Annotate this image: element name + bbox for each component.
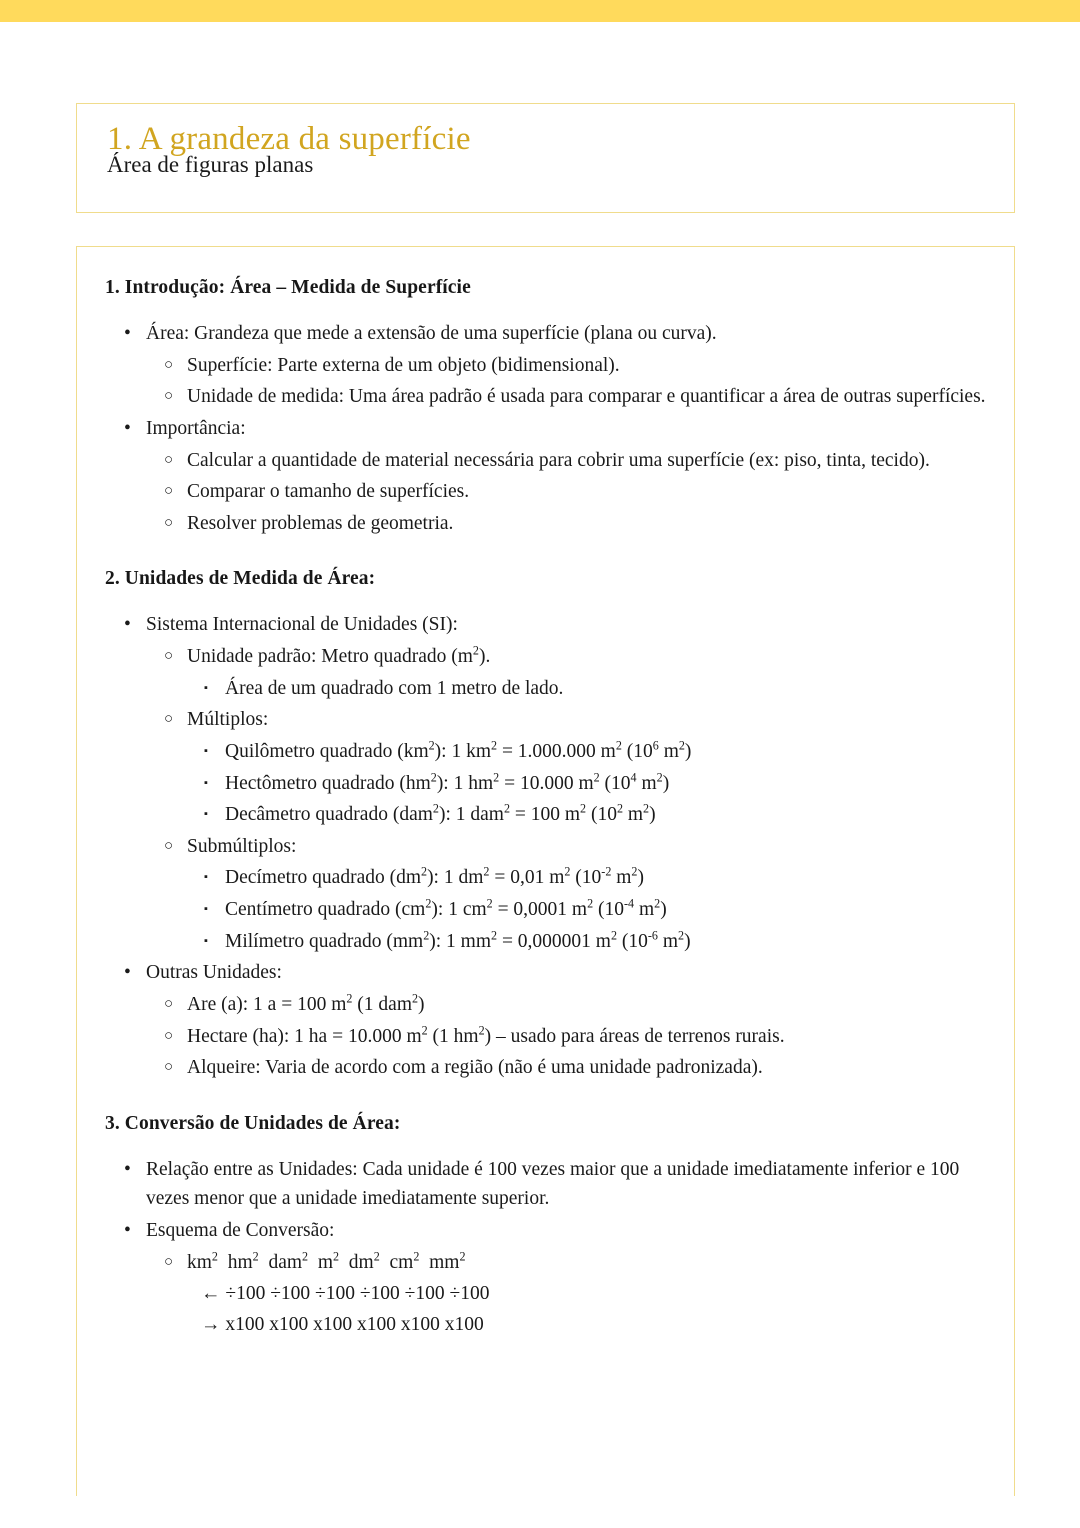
bullet-marker-icon: ○ [164,1059,174,1076]
bullet-list [105,319,994,538]
bullet-marker-icon: ▪ [204,903,208,915]
list-item-text: Calcular a quantidade de material necessária para cobrir uma superfície (ex: piso, tinta, tecido). [187,449,930,471]
bullet-marker-icon: • [124,323,131,344]
list-item-text: Alqueire: Varia de acordo com a região (não é uma unidade padronizada). [187,1057,763,1079]
list-item-level3 [105,863,994,893]
list-item-text: Comparar o tamanho de superfícies. [187,481,470,503]
list-item-text: Unidade de medida: Uma área padrão é usada para comparar e quantificar a área de outras superfícies. [187,386,986,408]
list-item-plain [105,1279,994,1309]
bullet-marker-icon: ○ [164,1253,174,1270]
list-item-level1 [105,1216,994,1246]
title-box [76,103,1015,213]
list-item-level3 [105,927,994,957]
list-item-level3 [105,800,994,830]
list-item-text: Unidade padrão: Metro quadrado $(m^2)$. [187,643,491,667]
list-item-text: $km^2$ $hm^2$ dam$^2$ $m^2$ $dm^2$ $cm^2$ $mm^2$ [187,1249,466,1273]
bullet-marker-icon: • [124,614,131,636]
list-item-level3 [105,737,994,767]
list-item-text: Hectômetro quadrado $(hm^2)$: 1 $hm^2 = 10.000$ $m^2$ ($10^4$ $m^2$) [225,770,670,794]
content-box [76,246,1015,1496]
list-item-text: Esquema de Conversão: [146,1220,335,1241]
section-heading: 2. Unidades de Medida de Área: [105,568,376,590]
section-heading: 3. Conversão de Unidades de Área: [105,1112,401,1134]
list-item-text: Centímetro quadrado $(cm^2)$: 1 $cm^2 = 0,0001$ $m^2$ ($10^{-4}$ $m^2$) [225,896,667,920]
bullet-marker-icon: ▪ [204,776,208,789]
bullet-marker-icon: ▪ [204,871,208,884]
bullet-marker-icon: ○ [164,451,174,468]
list-item-level2 [105,1053,994,1083]
list-item-text: Área de um quadrado com 1 metro de lado. [225,677,564,699]
list-item-level1 [105,414,994,444]
sections-container [105,277,994,1340]
list-item-level2 [105,642,994,672]
list-item-text: Superfície: Parte externa de um objeto (bidimensional). [187,354,620,376]
list-item-text: Quilômetro quadrado $(km^2)$: 1 $km^2 = 1.000.000$ $m^2$ ($10^6$ $m^2$) [225,738,692,762]
list-item-text: Milímetro quadrado $(mm^2)$: 1 $mm^2 = 0,000001$ $m^2$ ($10^{-6}$ $m^2$) [225,928,691,952]
bullet-marker-icon: ○ [164,1027,174,1044]
section-block [105,1113,994,1340]
list-item-level2 [105,990,994,1020]
bullet-marker-icon: ○ [164,837,174,854]
list-item-level2 [105,1248,994,1278]
list-item-level2 [105,351,994,381]
list-item-level3 [105,674,994,704]
list-item-level3 [105,769,994,799]
page-subtitle: Área de figuras planas [107,151,314,177]
top-accent-bar [0,0,1080,22]
bullet-marker-icon: ○ [164,388,174,405]
document-page [0,103,1080,1496]
list-item-level2 [105,446,994,476]
list-item-text: Decâmetro quadrado (dam$^2$): 1 dam$^2$ = 100 $m^2$ ($10^2$ $m^2$) [225,801,656,826]
list-item-level1 [105,958,994,988]
bullet-list [105,610,994,1082]
list-item-level2 [105,477,994,507]
bullet-marker-icon: • [124,417,131,439]
list-item-text: Are (a): 1 a = 100 $m^2$ (1 dam$^2$) [187,991,425,1015]
bullet-marker-icon: ▪ [204,934,208,947]
list-item-level3 [105,895,994,925]
bullet-marker-icon: ○ [164,648,174,664]
bullet-marker-icon: ○ [164,711,174,728]
bullet-marker-icon: ▪ [204,744,208,757]
list-item-text: → x100 x100 x100 x100 x100 x100 [201,1313,484,1335]
list-item-level2 [105,705,994,735]
page-title: 1. A grandeza da superfície [107,121,471,157]
list-item-text: Submúltiplos: [187,835,297,857]
section-heading: 1. Introdução: Área – Medida de Superfície [105,277,471,298]
list-item-level2 [105,509,994,539]
list-item-level2 [105,1022,994,1052]
list-item-text: Relação entre as Unidades: Cada unidade é 100 vezes maior que a unidade imediatamente inferior e 100 vezes menor que a unidade imediatamente superior. [146,1158,960,1210]
list-item-text: Decímetro quadrado $(dm^2)$: 1 $dm^2 = 0,01$ $m^2$ ($10^{-2}$ $m^2$) [225,864,644,889]
bullet-marker-icon: • [124,1158,131,1180]
list-item-level1 [105,1155,994,1214]
list-item-plain [105,1310,994,1340]
list-item-text: Múltiplos: [187,709,269,731]
list-item-text: Sistema Internacional de Unidades (SI): [146,614,458,636]
section-block [105,568,994,1082]
bullet-marker-icon: ○ [164,356,174,373]
list-item-level2 [105,382,994,412]
list-item-text: Outras Unidades: [146,962,282,984]
bullet-marker-icon: ▪ [204,681,208,694]
list-item-level1 [105,610,994,640]
bullet-marker-icon: ○ [164,995,174,1012]
list-item-level1 [105,319,994,349]
bullet-marker-icon: • [124,1220,131,1241]
list-item-text: Importância: [146,417,246,439]
bullet-list [105,1155,994,1340]
list-item-text: ← ÷100 ÷100 ÷100 ÷100 ÷100 ÷100 [201,1283,490,1305]
section-block [105,277,994,538]
bullet-marker-icon: ○ [164,514,174,531]
bullet-marker-icon: • [124,962,131,984]
list-item-text: Área: Grandeza que mede a extensão de uma superfície (plana ou curva). [146,323,717,344]
bullet-marker-icon: ▪ [204,808,208,821]
list-item-level2 [105,832,994,862]
list-item-text: Resolver problemas de geometria. [187,512,454,534]
bullet-marker-icon: ○ [164,483,174,500]
list-item-text: Hectare (ha): 1 ha = 10.000 $m^2$ (1 $hm^2$) – usado para áreas de terrenos rurais. [187,1023,785,1047]
